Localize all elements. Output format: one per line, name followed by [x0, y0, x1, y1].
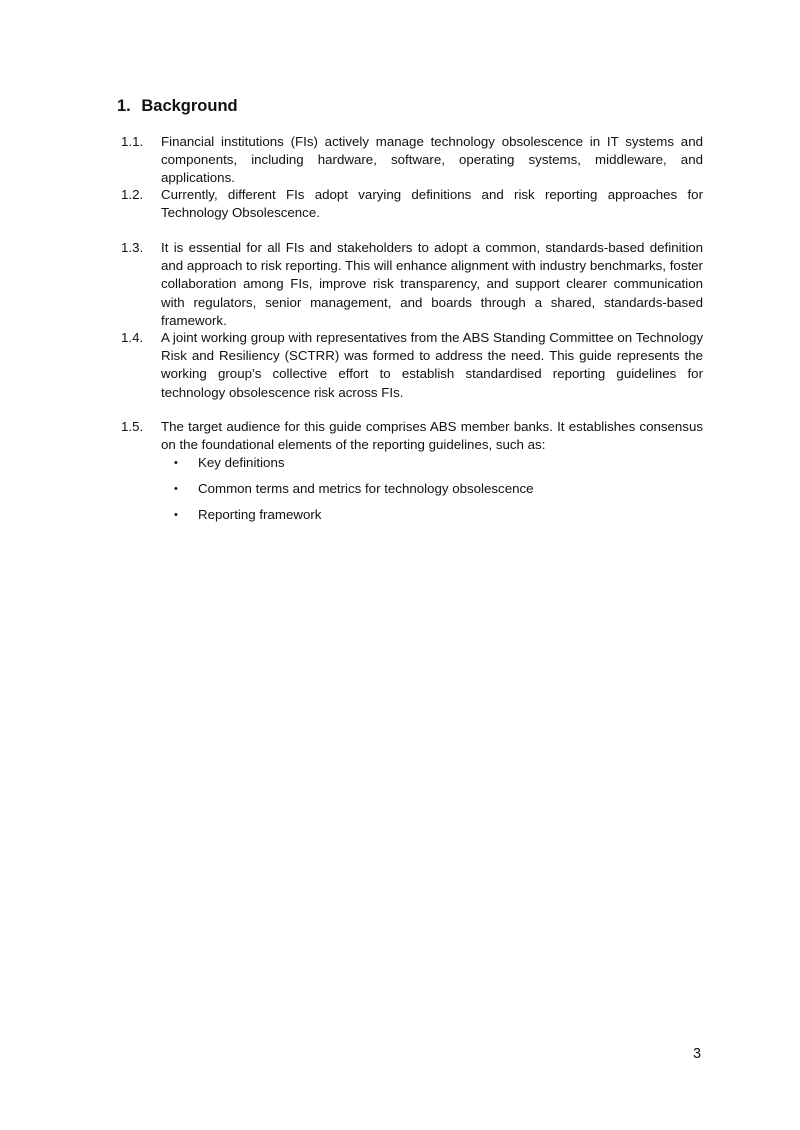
section-title: Background [141, 97, 238, 115]
list-item-text: Reporting framework [198, 507, 322, 522]
list-item [161, 480, 703, 498]
paragraph-text: It is essential for all FIs and stakeholders to adopt a common, standards-based definition and approach to risk reporting. This will enhance alignment with industry benchmarks, foster collaboration among FIs, improve risk transparency, and support clearer communication with regulators, senior management, and boards through a shared, standards-based framework. [161, 240, 703, 328]
bullet-icon: • [174, 457, 178, 470]
list-item [161, 506, 703, 524]
list-item [161, 454, 703, 472]
paragraph-text: The target audience for this guide comprises ABS member banks. It establishes consensus on the foundational elements of the reporting guidelines, such as: [161, 419, 703, 453]
list-item-text: Common terms and metrics for technology obsolescence [198, 481, 534, 497]
section-number: 1. [117, 97, 131, 115]
paragraph-text: Currently, different FIs adopt varying definitions and risk reporting approaches for Technology Obsolescence. [161, 187, 703, 221]
paragraph-1-3 [121, 239, 703, 330]
paragraph-1-1 [121, 133, 703, 188]
paragraph-text: Financial institutions (FIs) actively manage technology obsolescence in IT systems and components, including hardware, software, operating systems, middleware, and applications. [161, 134, 703, 186]
paragraph-number: 1.3. [121, 240, 144, 255]
paragraph-1-2 [121, 186, 703, 222]
paragraph-text: A joint working group with representatives from the ABS Standing Committee on Technology Risk and Resiliency (SCTRR) was formed to address the need. This guide represents the working group’s collective effort to establish standardised reporting guidelines for technology obsolescence risk across FIs. [161, 330, 703, 400]
list-item-text: Key definitions [198, 455, 285, 471]
paragraph-number: 1.1. [121, 134, 144, 149]
paragraph-1-5 [121, 418, 703, 524]
bullet-icon: • [174, 509, 178, 521]
paragraph-number: 1.4. [121, 330, 144, 345]
paragraph-1-4 [121, 329, 703, 402]
section-heading [117, 96, 238, 116]
paragraph-number: 1.5. [121, 419, 144, 434]
page-number: 3 [693, 1046, 702, 1062]
paragraph-number: 1.2. [121, 187, 144, 202]
bullet-icon: • [174, 483, 178, 496]
bullet-list [121, 454, 703, 524]
